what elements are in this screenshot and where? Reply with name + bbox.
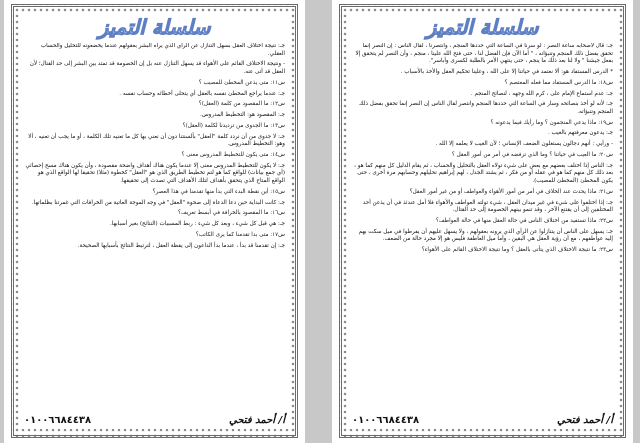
answer-paragraph: جـ: إن تقدمنا قد بدأ ، عندما بدأ الداعون إلى يقظة العقل ، لترتبط النتائج بأسبابها الصحيحة. bbox=[77, 242, 285, 249]
answer-paragraph: جـ: لا يكون للتخطيط المدروس معنى إلا عندما يكون هناك أهداف واضحة مقصودة ، وأن يكون هناك مسح إحصائي (أي جمع بيانات) للواقع كما هو لتم تخطيط الطريق الذي هو "العقل" كخطوة (مثلا) تحقيقا لها الواقع الذي هو الواقع المتاح الذي يتحقق بأهداف لتلك الأهداف التي تصدت إلى تحقيقها. bbox=[25, 162, 285, 184]
question-paragraph: س١١: متى يذعن المخطئ للمصيب ؟ bbox=[198, 79, 285, 86]
page-content bbox=[24, 43, 285, 407]
answer-paragraph: - ورأيي : أنهم دجالون يستغلون الضعف الإنساني ؛ لأن الغيب لا يعلمه إلا الله . bbox=[435, 141, 613, 148]
answer-paragraph: جـ: يسهل على الناس أن يتنازلوا عن الرأي الذي يرونه بعقولهم ، ولا يسهل عليهم أن يفرطوا في ميل سكت بهم إليه عواطفهم ، مع أن رؤية العقل هي البقين ، وأما ميل العاطفة فليس هو إلا مجرد حالة من الضعف. bbox=[358, 228, 613, 243]
page-gap bbox=[305, 0, 332, 443]
page-inner bbox=[20, 13, 289, 429]
question-paragraph: س١٦: ما المقصود بالخرافة في أبسط تعريف؟ bbox=[178, 210, 285, 217]
answer-paragraph: جـ: لا جدوى من أن نردد كلمة "العقل" بألسنتنا دون أن نعني بها كل ما تعنيه تلك الكلمة ، أو ما يجب أن تعنيه ، ألا وهو: التخطيط المدروس. bbox=[28, 133, 285, 148]
page-footer bbox=[24, 413, 285, 427]
question-paragraph: س٢٢: ماذا تستفيد من اختلاف الناس في حالة العقل منها في حالة العواطف؟ bbox=[435, 217, 613, 224]
footer-phone: ٠١٠٠٦٦٨٤٤٣٨ bbox=[352, 414, 420, 426]
decorative-border bbox=[11, 4, 298, 438]
answer-paragraph: جـ: لأنه لو أخذ بنصائحه وسار في الساعة التي حددها المنجم وانتصر لقال الناس إن النصر إنما تحقق بفضل ذلك المنجم وتنبؤاته. bbox=[359, 101, 613, 115]
answer-paragraph: جـ: المقصود هو: التخطيط المدروس. bbox=[200, 112, 285, 119]
document-page-right bbox=[332, 0, 633, 443]
answer-paragraph: جـ: قال لأصحابه ساعة النصر : لو سرنا في الساعة التي حددها المنجم ، وانتصرنا ، لقال الناس : إن النصر إنما تحقق بفضل ذلك المنجم وتنبؤاته ، " أما الآن فإن الفضل لنا ، حتى فتح الله علينا ، منجم ، وأن النصر لم يتحقق إلا بفعل جيشنا " ولا لنا بعد ذلك ما ينجم ، حتى ينتهي الأمر بالطلبة لكسرى وأباسر". bbox=[355, 43, 613, 65]
document-page-left bbox=[4, 0, 305, 443]
question-paragraph: س١٩: ماذا يدعي المنجمون ؟ وما رأيك فيما يدعونه ؟ bbox=[490, 119, 613, 126]
answer-paragraph: جـ: عندما يراجع المخطئ نفسه بالعقل أي يتحلى أخطائه وحساب نفسه . bbox=[119, 90, 285, 97]
footer-author: أ/ أحمد فتحي bbox=[557, 414, 613, 426]
page-footer bbox=[352, 413, 613, 427]
answer-paragraph: جـ: هي قبل كل شيء ، وبعد كل شيء : ربط المسببات (النتائج) بغير أسبابها. bbox=[110, 221, 285, 228]
footer-author: أ/ أحمد فتحي bbox=[229, 414, 285, 426]
question-paragraph: س١٧: متى بدا تقدمنا كما يرى الكاتب؟ bbox=[195, 231, 285, 238]
answer-paragraph: جـ: الناس إذا اختلف بعضهم مع بعض على شيء تولاه العقل بالتحليل والحساب ، ثم يقام الدليل كل منهم كما هو ، بعد ذلك كل منهم كما هو في عقله أو من فكر ، ثم يشتد الجدل ، لهم إبراهيم تحليلهم وحسابهم مرة أخرى ، حتى يكون المخطئ (المخطئ للمصيب). bbox=[354, 162, 613, 184]
answer-paragraph: جـ: كانت البداية حين دعا الدعاة إلى صحوة "العقل" في وجه الموجة العاتية من الخرافات التي غمرتنا بظلماتها. bbox=[32, 199, 285, 206]
page-inner bbox=[348, 13, 617, 429]
page-header-title: سلسلة التميز bbox=[426, 15, 539, 39]
footer-phone: ٠١٠٠٦٦٨٤٤٣٨ bbox=[24, 414, 92, 426]
page-content bbox=[352, 43, 613, 407]
answer-paragraph: جـ: عدم استماع الإمام على ، كرم الله وجهه ، لنصائح المنجم . bbox=[470, 90, 613, 97]
question-paragraph: س٢٣: ما نتيجة الاختلاف الذي يتأتى بالعقل ؟ وما نتيجة الاختلاف القائم على الأهواء؟ bbox=[421, 247, 613, 254]
question-paragraph: س١٣: ما الجدوى من ترديدنا لكلمة (العقل)؟ bbox=[182, 122, 285, 129]
answer-paragraph: * الدرس المستفاد هو: ألا نعتمد في حياتنا إلا على الله ، وعلينا تحكيم العقل والأخذ بالأسباب . bbox=[400, 68, 613, 75]
decorative-border bbox=[339, 4, 626, 438]
question-paragraph: س٢٠: ما العيب في حياتنا ؟ وما الذي ترفضه في أمر من أمور العقل ؟ bbox=[451, 152, 613, 159]
answer-paragraph: جـ: إذا اختلفوا على شيء في غير ميدان العقل ، شيء تولته العواطف والأهواء فلا أمل عندئذ في أن يذعن أحد المختلفين إلى أن يقتنع الآخر ، وقد تنمو بينهم الخصومة إلى حد القتال. bbox=[362, 199, 613, 214]
question-paragraph: س١٥: أين نقطة البدء التي بدأ منها تقدمنا في هذا العصر؟ bbox=[152, 188, 285, 195]
question-paragraph: س١٤: متى يكون للتخطيط المدروس معنى ؟ bbox=[181, 152, 285, 159]
answer-paragraph: جـ: نتيجة اختلاف العقل بسهل التنازل عن الرأي الذي يراه البشر بعقولهم عندما يخضعونه للتحليل والحساب العقلي. bbox=[40, 43, 285, 57]
question-paragraph: س١٨: ما الدرس المستفاد مما فعله المعتصم ؟ bbox=[504, 79, 613, 86]
question-paragraph: س٢١: ماذا يحدث عند الخلاف في أمر من أمور الأهواء والعواطف أو من غير أمور العقل؟ bbox=[409, 188, 613, 195]
answer-paragraph: جـ: يدعون معرفتهم بالغيب . bbox=[548, 130, 613, 137]
page-header-title: سلسلة التميز bbox=[98, 15, 211, 39]
answer-paragraph: - ونتيجة الاختلاف القائم على الأهواء قد يسهل التنازل عنه بل إن الخصومة قد تمتد بين البشر إلى حد القتال؛ لأن العقل قد أتى عنه. bbox=[29, 61, 285, 75]
question-paragraph: س١٢: ما المقصود من كلمة (العقل)؟ bbox=[198, 101, 285, 108]
